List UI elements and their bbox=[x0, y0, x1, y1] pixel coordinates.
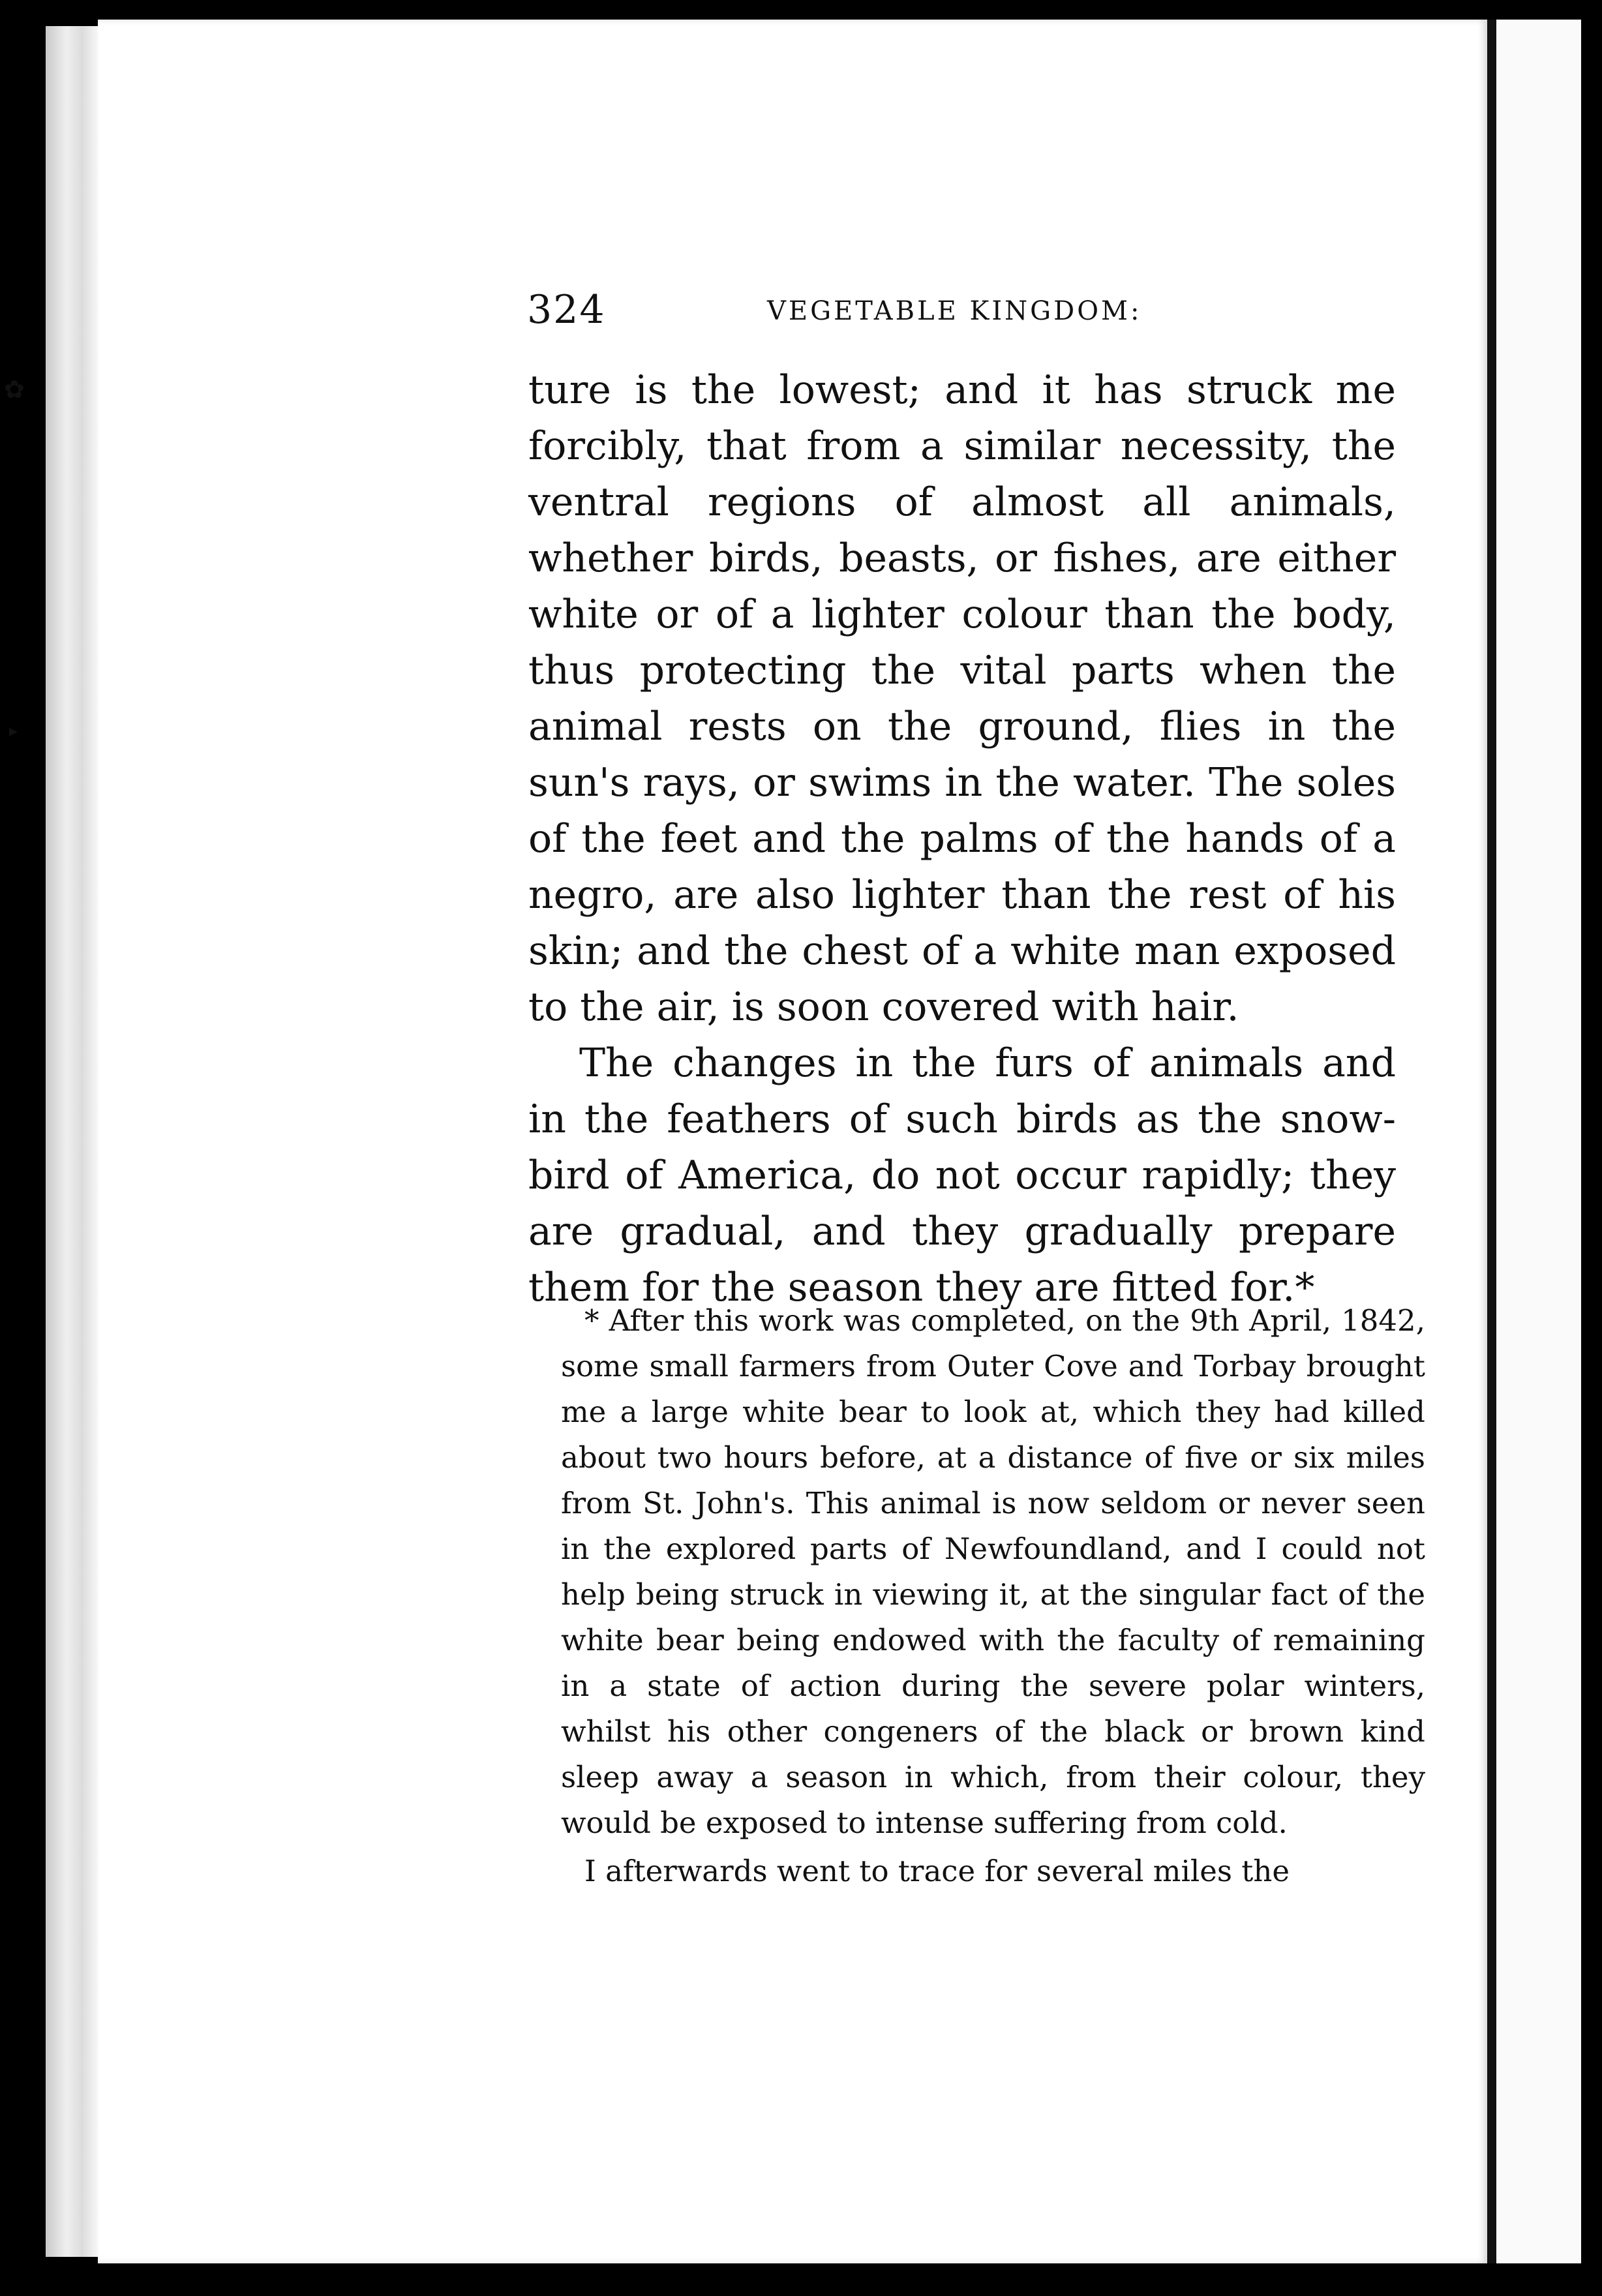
body-paragraph: The changes in the furs of animals and in the feathers of such birds as the snow-bird of America, do not occur rapidly; they are gradual, and they gradually prepare them for the season they are fitted for.* bbox=[528, 1040, 1396, 1310]
footnote-paragraph: I afterwards went to trace for several miles the bbox=[584, 1854, 1290, 1888]
book-page-stack bbox=[46, 26, 98, 2257]
running-header bbox=[527, 287, 1375, 339]
footnote-paragraph: * After this work was completed, on the 9th April, 1842, some small farmers from Outer Cove and Torbay brought me a large white bear to look at, which they had killed about two hours before, at a distance of five or six miles from St. John's. This animal is now seldom or never seen in the explored parts of Newfoundland, and I could not help being struck in viewing it, at the singular fact of the white bear being endowed with the faculty of remaining in a state of action during the severe polar winters, whilst his other congeners of the black or brown kind sleep away a season in which, from their colour, they would be exposed to intense suffering from cold. bbox=[561, 1303, 1425, 1840]
body-paragraph: ture is the lowest; and it has struck me forcibly, that from a similar necessity, the ventral regions of almost all animals, whether birds, beasts, or fishes, are either white or of a lighter colour than the body, thus protecting the vital parts when the animal rests on the ground, flies in the sun's rays, or swims in the water. The soles of the feet and the palms of the hands of a negro, are also lighter than the rest of his skin; and the chest of a white man exposed to the air, is soon covered with hair. bbox=[528, 367, 1396, 1030]
main-text bbox=[528, 362, 1396, 1316]
footnote bbox=[561, 1298, 1425, 1894]
margin-dot-icon: ▸ bbox=[9, 721, 18, 741]
page-gutter bbox=[1487, 20, 1496, 2263]
margin-mark-icon: ✿ bbox=[4, 375, 25, 404]
page-number: 324 bbox=[527, 287, 606, 333]
facing-page-edge bbox=[1496, 20, 1581, 2263]
running-title: VEGETABLE KINGDOM: bbox=[767, 296, 1142, 326]
